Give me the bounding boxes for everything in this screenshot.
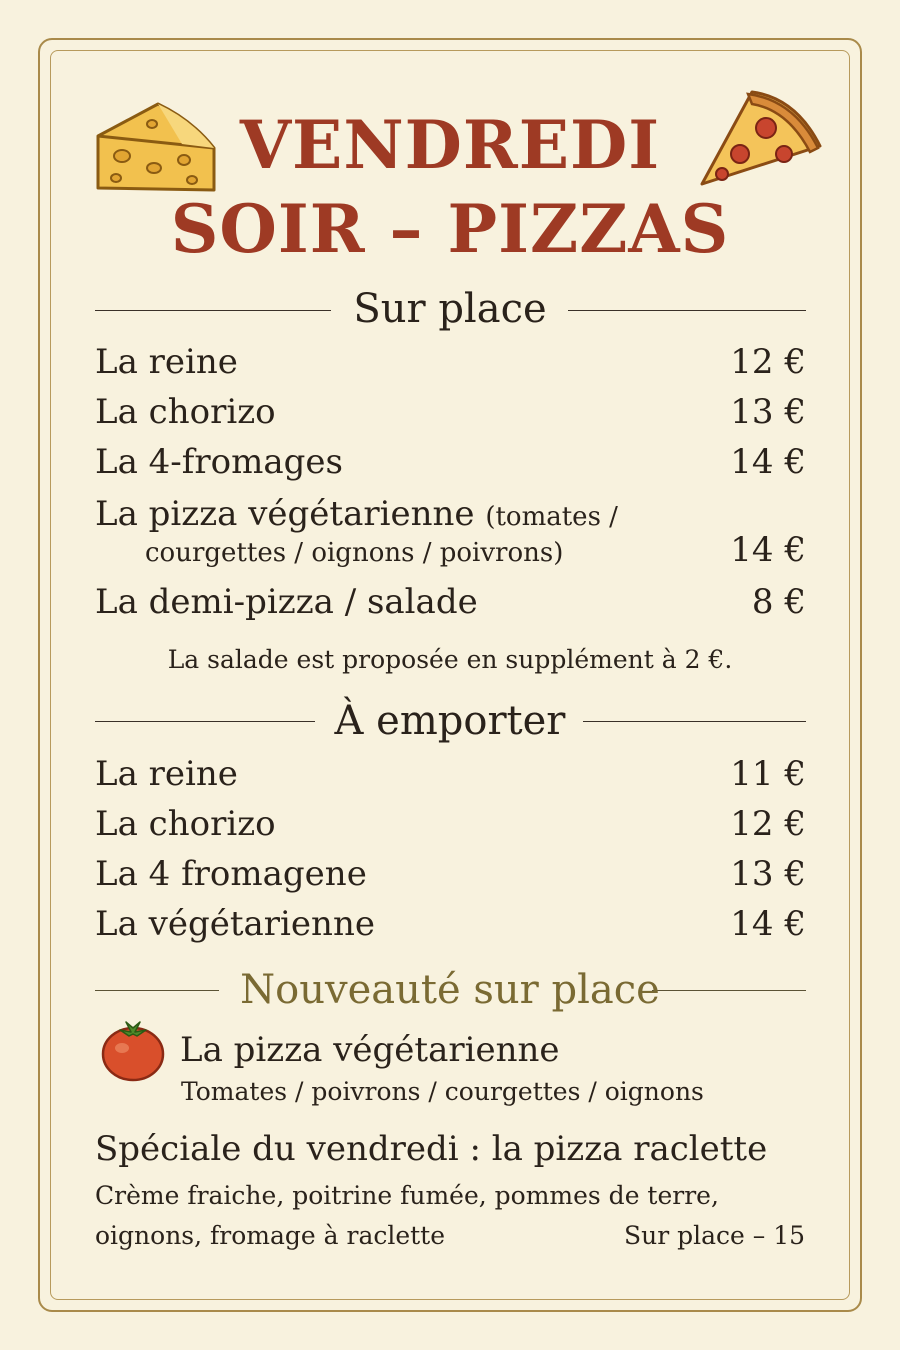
item-detail-line-1: (tomates /: [485, 502, 618, 532]
speciale-desc-line-1: Crème fraiche, poitrine fumée, pommes de terre,: [95, 1181, 719, 1210]
item-price: 8 €: [751, 582, 806, 622]
item-name: La végétarienne: [95, 904, 375, 944]
menu-row: [95, 806, 806, 850]
menu-row: [95, 496, 806, 586]
item-name: La chorizo: [95, 804, 276, 844]
menu-row: [95, 394, 806, 438]
item-name: La pizza végétarienne: [95, 494, 475, 534]
section-sur-place-heading: Sur place: [353, 286, 547, 332]
item-name: La demi-pizza / salade: [95, 582, 478, 622]
item-price: 14 €: [730, 904, 806, 944]
salade-note: La salade est proposée en supplément à 2 €.: [167, 645, 733, 674]
item-price: 13 €: [730, 854, 806, 894]
nouveaute-item-desc: Tomates / poivrons / courgettes / oignons: [181, 1077, 704, 1106]
tomato-icon: [100, 1018, 166, 1086]
menu-row: [95, 444, 806, 488]
item-price: 12 €: [730, 342, 806, 382]
item-name: La chorizo: [95, 392, 276, 432]
item-name: La 4-fromages: [95, 442, 343, 482]
menu-row: [95, 856, 806, 900]
item-price: 14 €: [730, 442, 806, 482]
speciale-desc-line-2: oignons, fromage à raclette: [95, 1221, 446, 1250]
nouveaute-item-name: La pizza végétarienne: [180, 1030, 560, 1070]
item-name: La reine: [95, 754, 238, 794]
menu-row: [95, 584, 806, 628]
menu-row: [95, 756, 806, 800]
item-price: 11 €: [730, 754, 806, 794]
item-price: 13 €: [730, 392, 806, 432]
speciale-title: Spéciale du vendredi : la pizza raclette: [95, 1129, 768, 1169]
item-name: La 4 fromagene: [95, 854, 367, 894]
item-name: La reine: [95, 342, 238, 382]
item-detail-line-2: courgettes / oignons / poivrons): [145, 538, 564, 568]
item-price: 12 €: [730, 804, 806, 844]
title-line-2: SOIR – PIZZAS: [170, 190, 730, 268]
title-line-1: VENDREDI: [239, 106, 661, 184]
menu-row: [95, 344, 806, 388]
section-nouveaute-heading: Nouveauté sur place: [240, 967, 660, 1013]
menu-row: [95, 906, 806, 950]
item-price: 14 €: [730, 530, 806, 570]
speciale-price: Sur place – 15: [623, 1221, 805, 1250]
section-emporter-heading: À emporter: [334, 698, 566, 744]
item-name-with-detail: [95, 496, 618, 533]
